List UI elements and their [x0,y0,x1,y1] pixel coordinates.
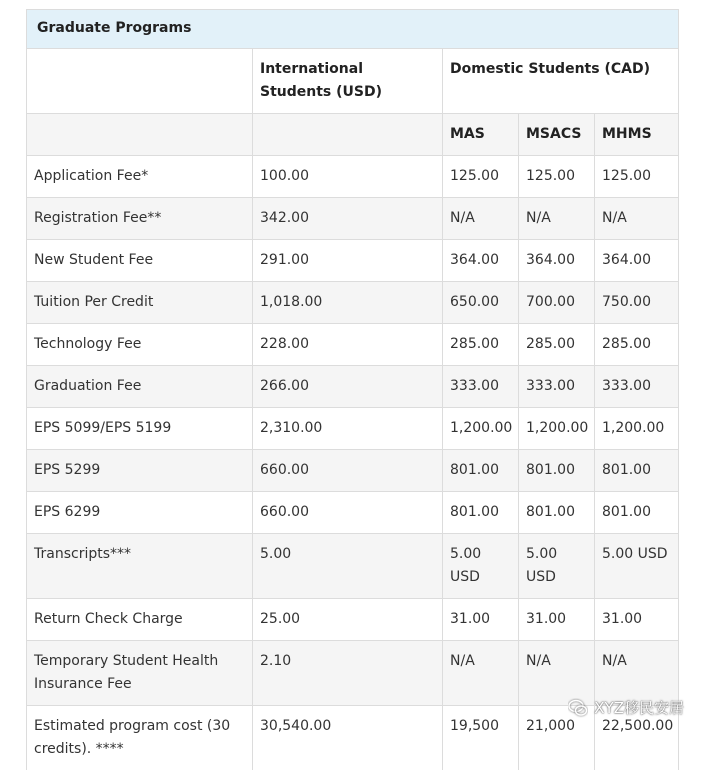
cell-mhms: 285.00 [595,324,679,366]
row-label: EPS 6299 [27,492,253,534]
cell-mhms: 1,200.00 [595,408,679,450]
header-empty-cell [27,49,253,114]
row-label: New Student Fee [27,240,253,282]
cell-mhms: 750.00 [595,282,679,324]
cell-intl: 25.00 [253,599,443,641]
cell-mas: N/A [443,198,519,240]
cell-msacs: 125.00 [519,156,595,198]
cell-mas: N/A [443,641,519,706]
cell-mas: 31.00 [443,599,519,641]
cell-mas: 5.00 USD [443,534,519,599]
cell-msacs: 5.00 USD [519,534,595,599]
row-label: Tuition Per Credit [27,282,253,324]
row-label: Application Fee* [27,156,253,198]
cell-intl: 5.00 [253,534,443,599]
watermark-text: XYZ移民安居 [594,697,684,718]
cell-msacs: 285.00 [519,324,595,366]
subheader-mhms: MHMS [595,114,679,156]
cell-mas: 19,500 [443,706,519,770]
subheader-msacs: MSACS [519,114,595,156]
row-label: Graduation Fee [27,366,253,408]
cell-mas: 1,200.00 [443,408,519,450]
subheader-row [27,114,679,156]
watermark [568,697,684,718]
cell-mas: 801.00 [443,492,519,534]
subheader-mas: MAS [443,114,519,156]
table-row [27,599,679,641]
cell-mas: 285.00 [443,324,519,366]
cell-msacs: N/A [519,641,595,706]
cell-mhms: 801.00 [595,450,679,492]
cell-msacs: 21,000 [519,706,595,770]
cell-intl: 266.00 [253,366,443,408]
cell-msacs: 801.00 [519,492,595,534]
cell-msacs: N/A [519,198,595,240]
cell-mhms: 5.00 USD [595,534,679,599]
cell-mhms: 125.00 [595,156,679,198]
cell-intl: 30,540.00 [253,706,443,770]
row-label: Technology Fee [27,324,253,366]
cell-msacs: 31.00 [519,599,595,641]
cell-mhms: 364.00 [595,240,679,282]
table-row [27,492,679,534]
cell-mas: 333.00 [443,366,519,408]
cell-msacs: 1,200.00 [519,408,595,450]
cell-mas: 125.00 [443,156,519,198]
row-label: EPS 5099/EPS 5199 [27,408,253,450]
cell-intl: 228.00 [253,324,443,366]
table-title: Graduate Programs [27,10,679,49]
table-row [27,282,679,324]
wechat-icon [568,698,588,718]
table-row [27,408,679,450]
cell-msacs: 700.00 [519,282,595,324]
cell-intl: 291.00 [253,240,443,282]
cell-msacs: 801.00 [519,450,595,492]
cell-intl: 100.00 [253,156,443,198]
cell-mhms: 333.00 [595,366,679,408]
cell-intl: 1,018.00 [253,282,443,324]
cell-intl: 342.00 [253,198,443,240]
cell-intl: 2.10 [253,641,443,706]
cell-intl: 2,310.00 [253,408,443,450]
header-domestic: Domestic Students (CAD) [443,49,679,114]
cell-mhms: 22,500.00 [595,706,679,770]
header-row [27,49,679,114]
cell-mas: 364.00 [443,240,519,282]
fee-table [26,9,679,770]
row-label: Temporary Student Health Insurance Fee [27,641,253,706]
table-row [27,198,679,240]
table-row [27,641,679,706]
title-row [27,10,679,49]
cell-msacs: 364.00 [519,240,595,282]
subheader-empty-cell [253,114,443,156]
cell-intl: 660.00 [253,450,443,492]
cell-mas: 650.00 [443,282,519,324]
table-row [27,534,679,599]
cell-mhms: N/A [595,641,679,706]
cell-mas: 801.00 [443,450,519,492]
table-row [27,240,679,282]
cell-intl: 660.00 [253,492,443,534]
row-label: Return Check Charge [27,599,253,641]
cell-mhms: 801.00 [595,492,679,534]
cell-mhms: 31.00 [595,599,679,641]
row-label: Registration Fee** [27,198,253,240]
header-international: International Students (USD) [253,49,443,114]
row-label: EPS 5299 [27,450,253,492]
table-row [27,366,679,408]
table-row [27,156,679,198]
cell-mhms: N/A [595,198,679,240]
cell-msacs: 333.00 [519,366,595,408]
subheader-empty-cell [27,114,253,156]
table-row [27,450,679,492]
table-row [27,324,679,366]
row-label: Transcripts*** [27,534,253,599]
row-label: Estimated program cost (30 credits). **** [27,706,253,770]
